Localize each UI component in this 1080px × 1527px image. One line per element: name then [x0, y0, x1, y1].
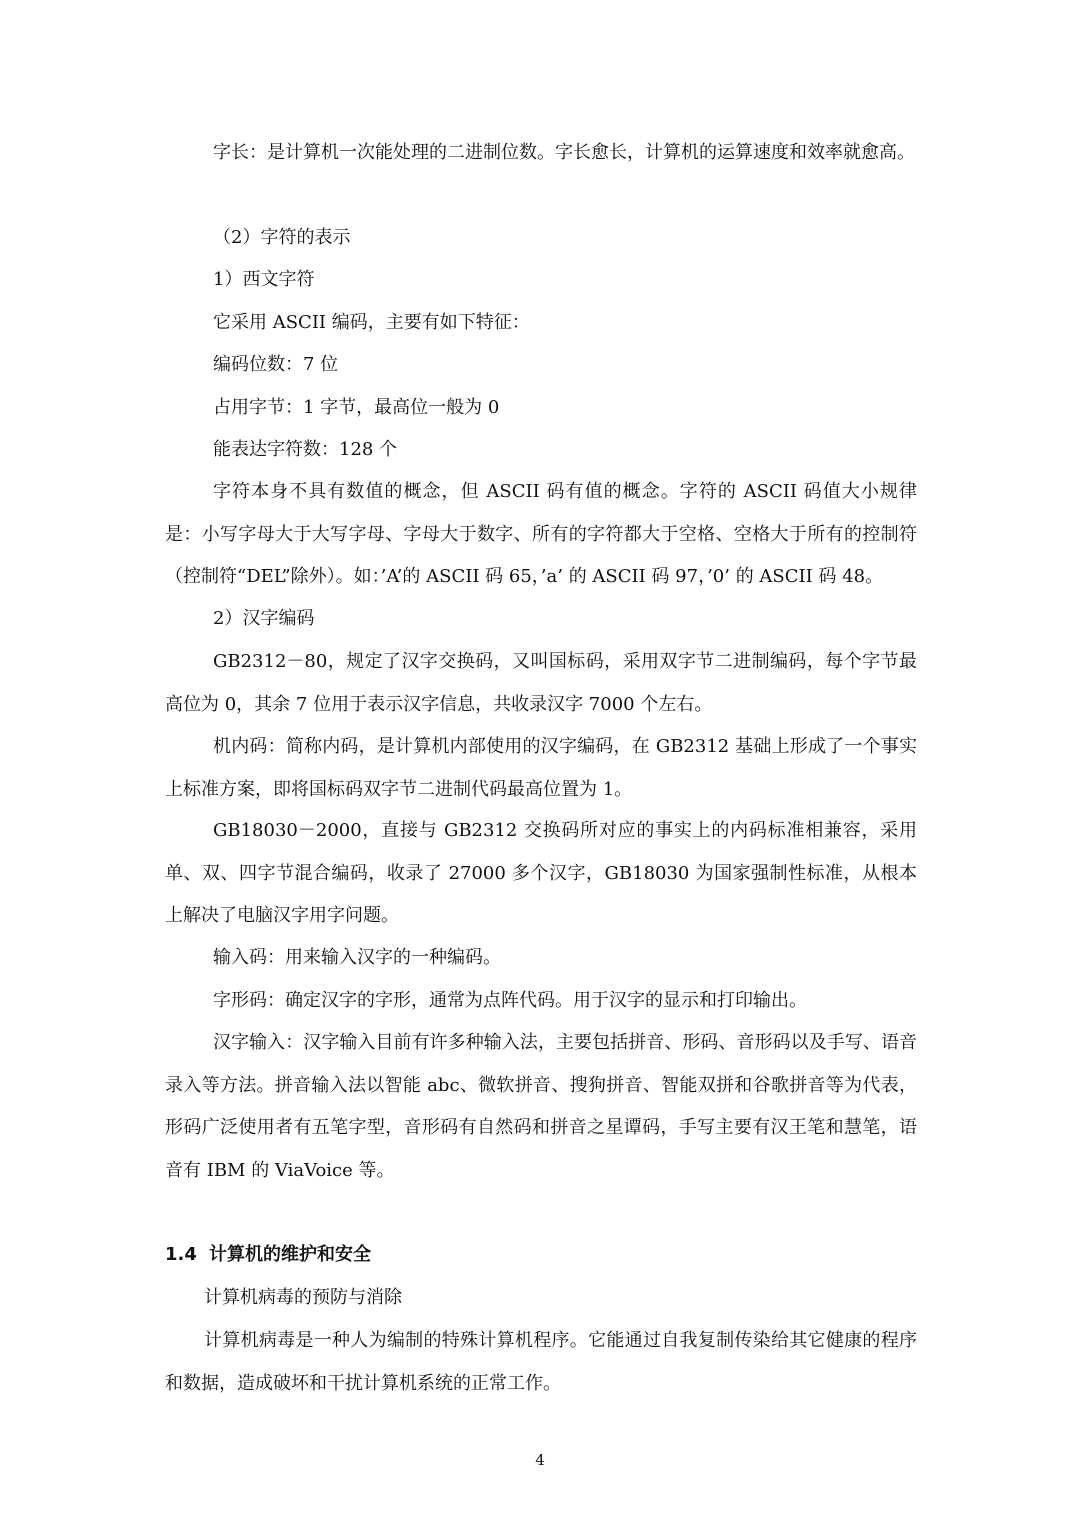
- section-title: 计算机的维护和安全: [209, 1244, 371, 1265]
- heading-chinese-encoding: 2）汉字编码: [213, 608, 315, 629]
- list-item-bytes: 占用字节：1 字节，最高位一般为 0: [213, 397, 500, 418]
- list-item-bits: 编码位数：7 位: [213, 354, 339, 375]
- paragraph-gb18030: GB18030－2000，直接与 GB2312 交换码所对应的事实上的内码标准相兼容，采用单、双、四字节混合编码，收录了 27000 多个汉字，GB18030 为国家强制性标准，从根本上解决了电脑汉字用字问题。: [165, 820, 917, 926]
- heading-char-representation: （2）字符的表示: [213, 227, 351, 248]
- list-item-char-count: 能表达字符数：128 个: [213, 439, 398, 460]
- paragraph-internal-code: 机内码：简称内码，是计算机内部使用的汉字编码，在 GB2312 基础上形成了一个事实上标准方案，即将国标码双字节二进制代码最高位置为 1。: [165, 736, 917, 800]
- heading-western-chars: 1）西文字符: [213, 269, 315, 290]
- paragraph-gb2312: GB2312－80，规定了汉字交换码，又叫国标码，采用双字节二进制编码，每个字节最高位为 0，其余 7 位用于表示汉字信息，共收录汉字 7000 个左右。: [165, 651, 917, 715]
- paragraph-ascii-intro: 它采用 ASCII 编码，主要有如下特征：: [213, 312, 530, 333]
- section-number: 1.4: [165, 1244, 197, 1265]
- paragraph-word-length: 字长：是计算机一次能处理的二进制位数。字长愈长，计算机的运算速度和效率就愈高。: [213, 142, 915, 163]
- paragraph-input-code: 输入码：用来输入汉字的一种编码。: [213, 947, 501, 968]
- paragraph-glyph-code: 字形码：确定汉字的字形，通常为点阵代码。用于汉字的显示和打印输出。: [213, 990, 807, 1011]
- paragraph-chinese-input: 汉字输入：汉字输入目前有许多种输入法，主要包括拼音、形码、音形码以及手写、语音录入等方法。拼音输入法以智能 abc、微软拼音、搜狗拼音、智能双拼和谷歌拼音等为代表，形码广泛使用者有五笔字型，音形码有自然码和拼音之星谭码，手写主要有汉王笔和慧笔，语音有 IBM 的 ViaVoice 等。: [165, 1032, 917, 1181]
- page-number: 4: [535, 1451, 545, 1469]
- paragraph-ascii-order: 字符本身不具有数值的概念，但 ASCII 码有值的概念。字符的 ASCII 码值大小规律是：小写字母大于大写字母、字母大于数字、所有的字符都大于空格、空格大于所有的控制符（控制符“DEL”除外）。如：’A’的 ASCII 码 65，’a’ 的 ASCII 码 97，’0’ 的 ASCII 码 48。: [165, 481, 917, 587]
- section-subtitle: 计算机病毒的预防与消除: [204, 1287, 402, 1308]
- paragraph-virus-definition: 计算机病毒是一种人为编制的特殊计算机程序。它能通过自我复制传染给其它健康的程序和数据，造成破坏和干扰计算机系统的正常工作。: [165, 1330, 917, 1394]
- section-heading: [165, 1240, 371, 1270]
